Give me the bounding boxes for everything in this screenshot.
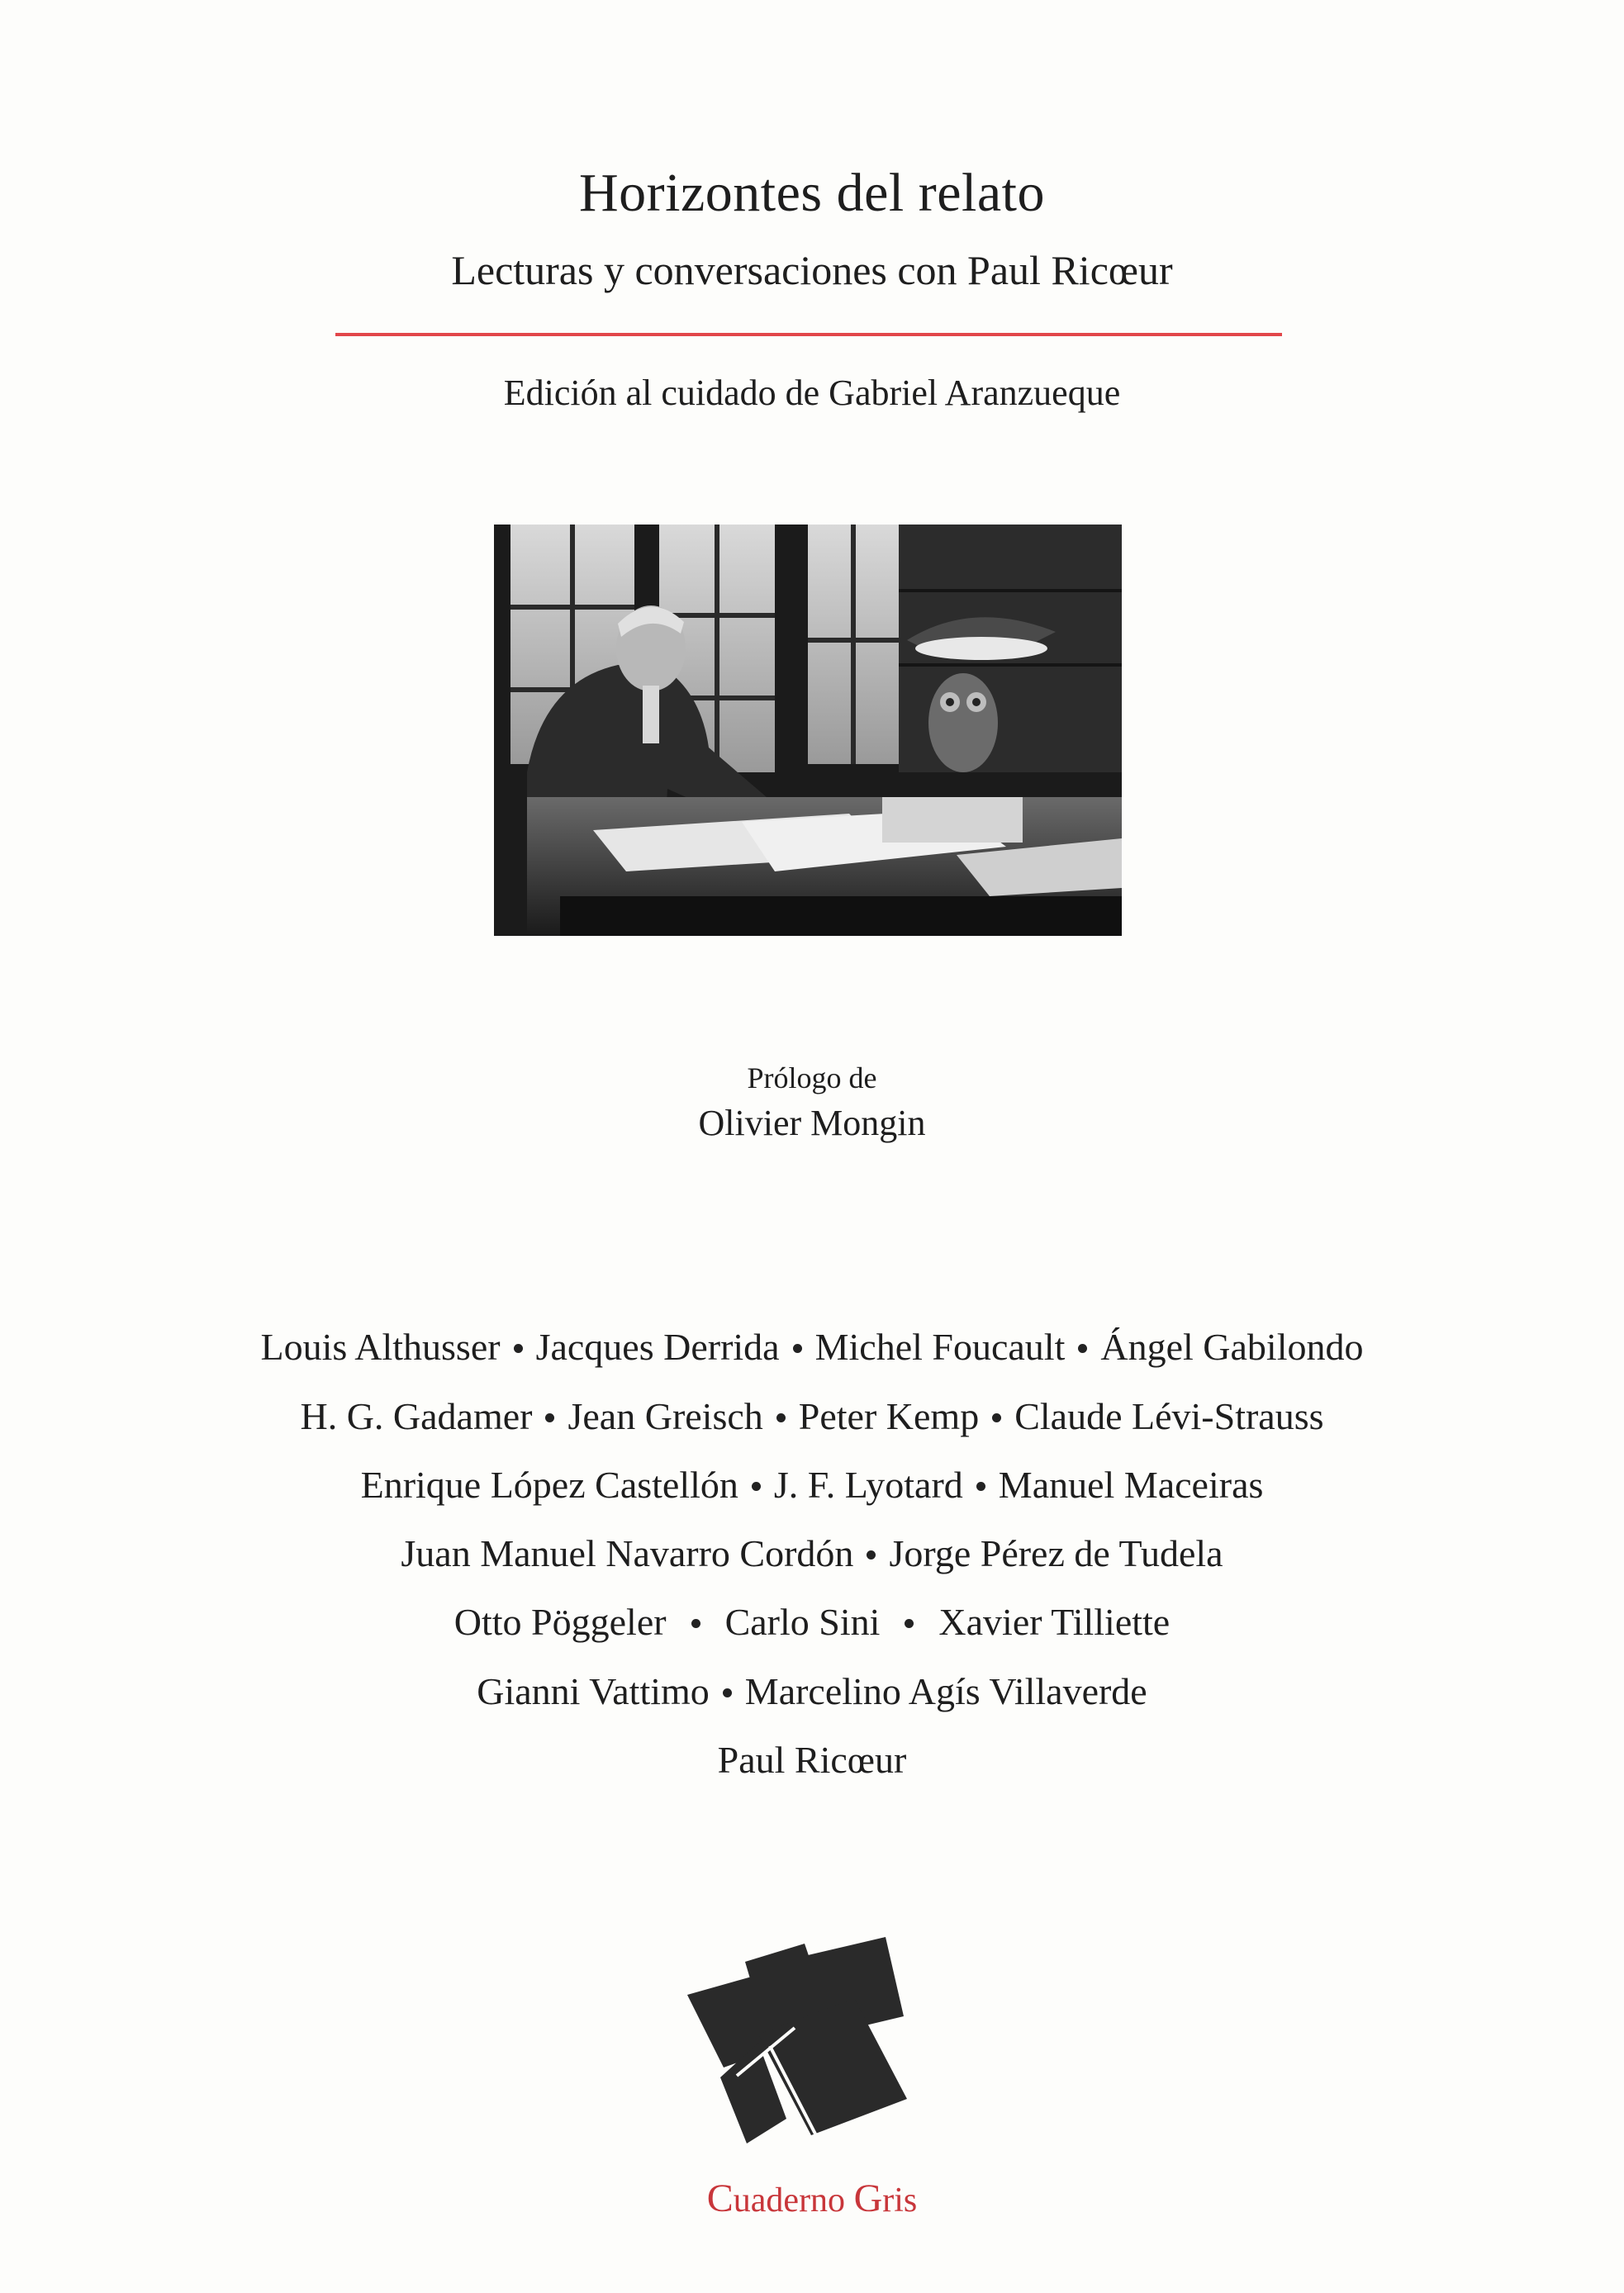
contributor: Ángel Gabilondo <box>1100 1326 1364 1368</box>
contributor: Otto Pöggeler <box>453 1601 667 1643</box>
contributor-line-7 <box>0 1738 1624 1782</box>
contributor: Gianni Vattimo <box>477 1670 710 1712</box>
publisher-word: ris <box>882 2181 918 2219</box>
publisher-name <box>0 2176 1624 2221</box>
publisher-initial: G <box>853 2177 883 2220</box>
contributor: Enrique López Castellón <box>360 1464 738 1506</box>
contributor-line-6 <box>0 1669 1624 1713</box>
bullet-separator-icon <box>776 1413 786 1422</box>
contributor: Manuel Maceiras <box>998 1464 1264 1506</box>
bullet-separator-icon <box>976 1482 985 1491</box>
author-photo-illustration <box>494 525 1122 936</box>
contributor-line-2 <box>0 1394 1624 1438</box>
author-photo <box>494 525 1122 936</box>
contributor-line-1 <box>0 1325 1624 1369</box>
editor-line: Edición al cuidado de Gabriel Aranzueque <box>503 373 1121 413</box>
title-divider-rule <box>335 333 1282 336</box>
bullet-separator-icon <box>905 1619 914 1628</box>
bullet-separator-icon <box>514 1344 523 1353</box>
contributor: Paul Ricœur <box>717 1739 907 1781</box>
contributor: Michel Foucault <box>814 1326 1066 1368</box>
prologue-label: Prólogo de <box>747 1061 877 1094</box>
contributor: Marcelino Agís Villaverde <box>744 1670 1147 1712</box>
bullet-separator-icon <box>1078 1344 1087 1353</box>
bullet-separator-icon <box>545 1413 554 1422</box>
publisher-initial: C <box>706 2177 734 2220</box>
contributor: Claude Lévi-Strauss <box>1014 1395 1324 1437</box>
contributor: Carlo Sini <box>724 1601 881 1643</box>
contributor: Louis Althusser <box>260 1326 501 1368</box>
prologue-author: Olivier Mongin <box>698 1103 926 1143</box>
bullet-separator-icon <box>793 1344 802 1353</box>
contributor: H. G. Gadamer <box>300 1395 533 1437</box>
contributor: Juan Manuel Navarro Cordón <box>401 1532 854 1574</box>
contributor: Peter Kemp <box>798 1395 980 1437</box>
bullet-separator-icon <box>723 1688 732 1697</box>
bullet-separator-icon <box>992 1413 1001 1422</box>
publisher-logo-icon <box>687 1937 927 2160</box>
publisher-word: uaderno <box>733 2181 846 2219</box>
contributor: Xavier Tilliette <box>938 1601 1171 1643</box>
contributor: J. F. Lyotard <box>773 1464 963 1506</box>
contributor-line-5 <box>0 1600 1624 1644</box>
contributor: Jorge Pérez de Tudela <box>889 1532 1223 1574</box>
bullet-separator-icon <box>867 1550 876 1560</box>
contributor-line-3 <box>0 1463 1624 1507</box>
book-title: Horizontes del relato <box>579 163 1045 223</box>
contributor: Jacques Derrida <box>535 1326 780 1368</box>
book-subtitle: Lecturas y conversaciones con Paul Ricœur <box>451 247 1173 293</box>
bullet-separator-icon <box>752 1482 761 1491</box>
contributor: Jean Greisch <box>567 1395 763 1437</box>
bullet-separator-icon <box>691 1619 700 1628</box>
contributor-line-4 <box>0 1531 1624 1575</box>
